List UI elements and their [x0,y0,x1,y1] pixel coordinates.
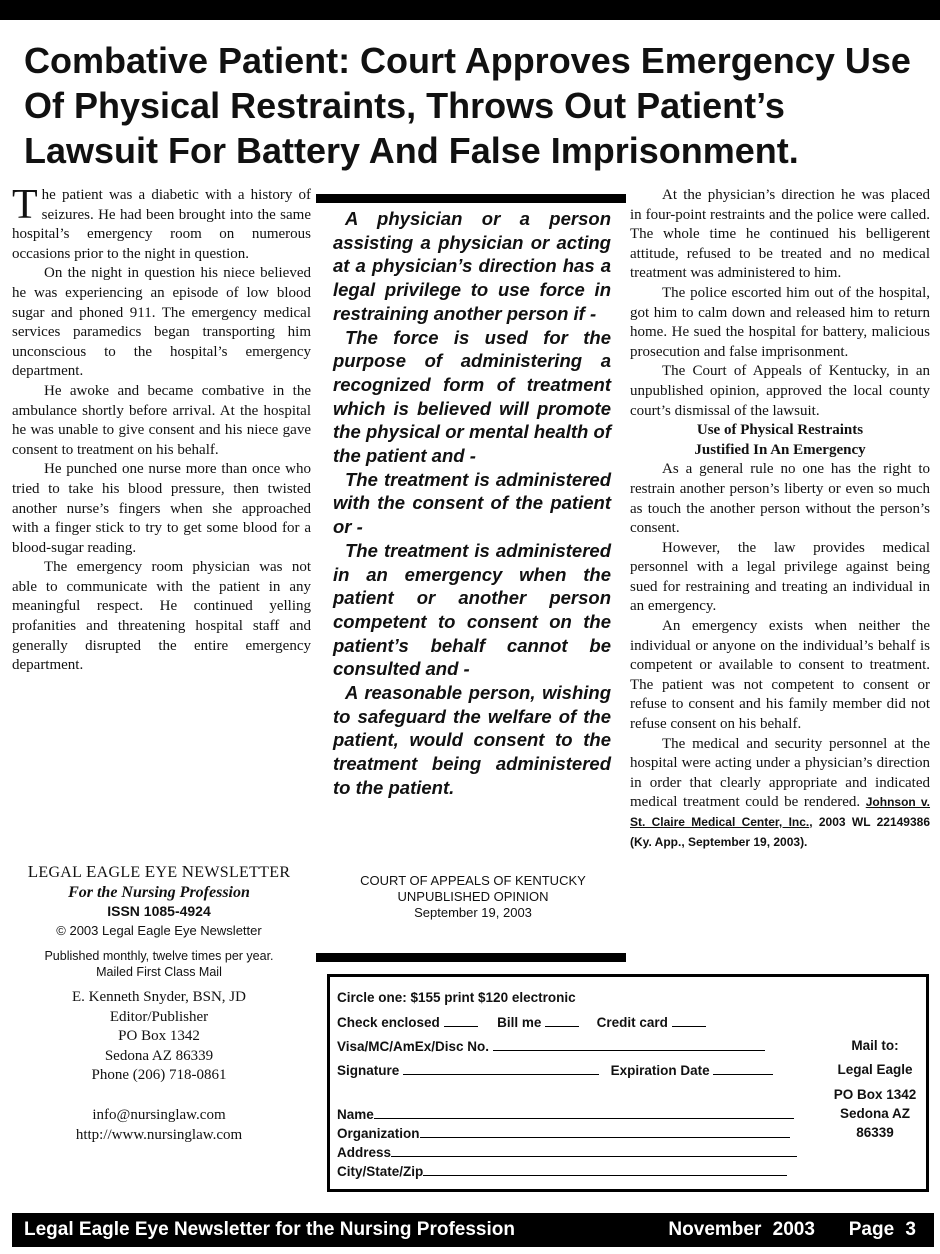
issn: ISSN 1085-4924 [107,903,211,919]
name-field[interactable] [374,1106,794,1119]
price-options[interactable]: Circle one: $155 print $120 electronic [337,990,576,1005]
quote-line: The force is used for the purpose of administering a recognized form of treatment which is believed will promote the physical or mental health of the patient and - [333,326,611,467]
case-name: Johnson v. St. Claire Medical Center, Inc. [630,795,931,829]
footer-title: Legal Eagle Eye Newsletter for the Nursing Profession [24,1219,515,1240]
publisher-address [12,988,306,1086]
section-subhead: Justified In An Emergency [694,441,866,458]
check-enclosed-label: Check enclosed [337,1015,440,1030]
paragraph: At the physician’s direction he was placed in four-point restraints and the police were called. The whole time he continued his belligerent attitude, refused to be treated and no medical treatment was administered to him. [630,187,930,282]
subscription-form [327,974,929,1192]
quote-line: The treatment is administered in an emergency when the patient or another person competent to consent on the patient’s behalf cannot be consulted and - [333,539,611,680]
website-link[interactable]: http://www.nursinglaw.com [75,1126,243,1143]
organization-label: Organization [337,1126,420,1141]
city-state-zip-row [337,1163,787,1179]
paragraph: As a general rule no one has the right to restrain another person’s liberty or even so much as touch the another person without the person’s consent. [630,461,930,537]
footer-date: November 2003 [668,1219,815,1240]
quote-top-rule [316,194,626,203]
city-state-zip-field[interactable] [423,1163,787,1176]
source-court: COURT OF APPEALS OF KENTUCKY [360,873,586,888]
phone: Phone (206) 718-0861 [91,1067,227,1084]
article-headline: Combative Patient: Court Approves Emergency Use Of Physical Restraints, Throws Out Patient’s Lawsuit For Battery And False Imprisonment. [24,40,911,171]
newsletter-name: LEGAL EAGLE EYE NEWSLETTER [27,862,291,881]
quote-line: A reasonable person, wishing to safeguard the welfare of the patient, would consent to the treatment being administered to the patient. [333,682,611,798]
bill-me-label: Bill me [497,1015,542,1030]
check-enclosed-field[interactable] [444,1014,478,1027]
quote-line: The treatment is administered with the consent of the patient or - [333,468,611,538]
quote-bottom-rule [316,953,626,962]
address-row [337,1144,797,1160]
paragraph: He awoke and became combative in the ambulance shortly before arrival. At the hospital he was unable to give consent and his niece gave consent to treatment on his behalf. [12,382,311,458]
masthead [12,862,306,1145]
card-number-label: Visa/MC/AmEx/Disc No. [337,1039,490,1054]
mail-to-label: Mail to: [851,1038,899,1053]
address-label: Address [337,1145,392,1160]
paragraph: An emergency exists when neither the individual or anyone on the individual’s behalf is competent or available to consent to treatment. The patient was not competent to consent or refuse to consent and his family member did not refuse consent on his behalf. [630,618,930,733]
copyright: © 2003 Legal Eagle Eye Newsletter [56,923,262,938]
email-link[interactable]: info@nursinglaw.com [92,1106,226,1123]
paragraph: The police escorted him out of the hospital, got him to calm down and released him to return home. He sued the hospital for battery, malicious prosecution and false imprisonment. [630,284,930,360]
paragraph: The Court of Appeals of Kentucky, in an unpublished opinion, approved the local county court’s dismissal of the lawsuit. [630,363,930,419]
editor-role: Editor/Publisher [109,1008,209,1025]
bill-me-field[interactable] [545,1014,579,1027]
city-state-zip-label: City/State/Zip [337,1164,424,1179]
pull-quote [333,207,611,800]
paragraph: However, the law provides medical personnel with a legal privilege against being sued for restraining and treating an individual in an emergency. [630,539,930,615]
source-opinion: UNPUBLISHED OPINION [397,889,549,904]
footer-issue [668,1219,916,1241]
quote-line: A physician or a person assisting a physician or acting at a physician’s direction has a legal privilege to use force in restraining another person if - [333,208,611,324]
card-number-row [337,1038,765,1054]
footer-page: Page 3 [848,1219,916,1240]
name-row [337,1106,794,1122]
publication-info: Published monthly, twelve times per year. Mailed First Class Mail [44,949,274,979]
left-column [12,182,311,676]
paragraph: The patient was a diabetic with a history of seizures. He had been brought into the same hospital’s emergency room on numerous occasions prior to the night in question. [12,182,311,262]
po-box: PO Box 1342 [118,1028,200,1045]
mail-to-city: Sedona AZ [839,1106,910,1121]
mail-to-name: Legal Eagle [837,1062,913,1077]
name-label: Name [337,1107,374,1122]
case-citation: , 2003 WL 22149386 (Ky. App., September 19, 2003). [630,815,930,849]
paragraph: On the night in question his niece believed he was experiencing an episode of low blood sugar and phoned 911. The emergency medical services paramedics began transporting him unconscious to the hospital’s emergency department. [12,265,311,380]
mail-to-box: PO Box 1342 [833,1087,917,1102]
card-number-field[interactable] [493,1038,765,1051]
newsletter-subtitle: For the Nursing Profession [68,884,250,901]
payment-method-row [337,1014,706,1030]
expiration-field[interactable] [713,1062,773,1075]
organization-row [337,1125,790,1141]
signature-field[interactable] [403,1062,599,1075]
source-date: September 19, 2003 [414,905,532,920]
expiration-label: Expiration Date [610,1063,710,1078]
drop-cap: T [12,182,38,228]
contact-links [12,1106,306,1145]
section-subhead: Use of Physical Restraints [696,422,864,439]
editor-name: E. Kenneth Snyder, BSN, JD [72,989,246,1005]
signature-label: Signature [337,1063,400,1078]
credit-card-field[interactable] [672,1014,706,1027]
paragraph: He punched one nurse more than once who tried to take his blood pressure, then twisted another nurse’s fingers when she approached with a finger stick to try to get some blood for a blood-sugar reading. [12,461,311,556]
top-rule [0,0,940,20]
paragraph: The emergency room physician was not able to communicate with the patient in any meaningful respect. He continued yelling profanities and threatening hospital staff and generally disrupted the entire emergency department. [12,559,311,674]
address-field[interactable] [391,1144,797,1157]
city: Sedona AZ 86339 [104,1047,214,1064]
mail-to-zip: 86339 [856,1125,894,1140]
right-column [630,186,930,852]
organization-field[interactable] [420,1125,790,1138]
footer-bar [12,1213,934,1247]
signature-row [337,1062,773,1078]
quote-source [318,873,628,921]
paragraph: The medical and security personnel at the hospital were acting under a physician’s direction in order that clearly appropriate and indicated medical treatment could be rendered. Johnson v. St. Claire Medical Center, Inc., 2003 WL 22149386 (Ky. App., September 19, 2003). [630,735,931,849]
credit-card-label: Credit card [596,1015,668,1030]
